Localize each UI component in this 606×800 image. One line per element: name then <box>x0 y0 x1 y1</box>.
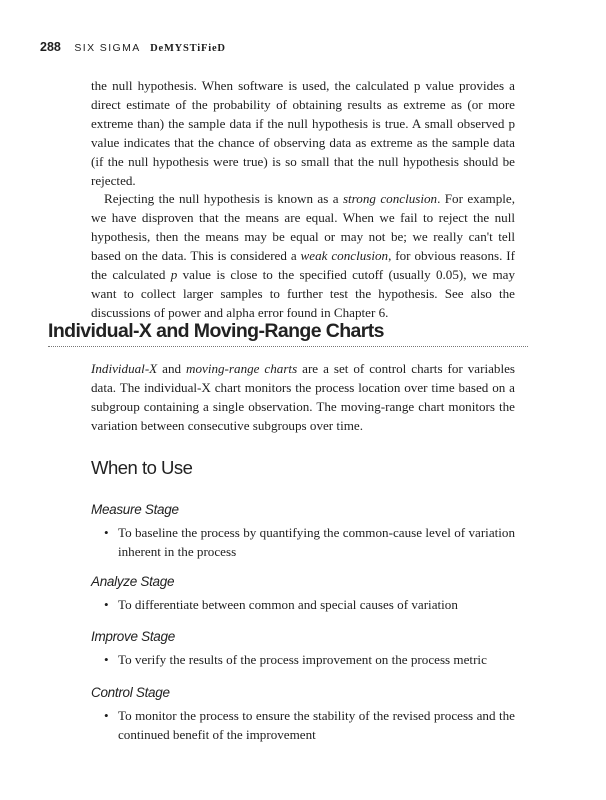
text-fragment: and <box>157 361 187 376</box>
list-item <box>104 596 515 615</box>
stage-heading-measure: Measure Stage <box>91 502 179 517</box>
text-fragment: , for obvious reasons. If the calculated <box>91 248 515 283</box>
section-intro <box>91 360 515 436</box>
paragraph-text: the null hypothesis. When software is used, the calculated p value provides a direct estimate of the probability of obtaining results as extreme as (or more extreme than) the sample data if the null hypothesis is true. A small observed p value indicates that the chance of observing data as extreme as the sample data (if the null hypothesis were true) is so small that the null hypothesis should be rejected. <box>91 78 515 188</box>
subsection-heading: When to Use <box>91 457 193 478</box>
running-header <box>40 40 226 54</box>
text-fragment: are a set of control charts for variables data. The individual-X chart monitors the process location over time based on a subgroup containing a single observation. The moving-range chart monitors the variation between consecutive subgroups over time. <box>91 361 515 433</box>
book-series-demystified: DeMYSTiFieD <box>150 43 226 54</box>
list-item <box>104 524 515 562</box>
bullet-text: To baseline the process by quantifying the common-cause level of variation inherent in the process <box>118 525 515 559</box>
stage-heading-improve: Improve Stage <box>91 629 175 644</box>
text-fragment: . For example, we have disproven that the means are equal. When we fail to reject the null hypothesis, then the means may be equal or may not be; we really can't tell based on the data. This is considered a <box>91 191 515 264</box>
body-text-top <box>91 77 515 323</box>
term-moving-range-charts: moving-range charts <box>186 361 298 376</box>
list-item <box>104 707 515 745</box>
term-p: p <box>170 267 178 283</box>
paragraph-rejecting <box>91 190 515 322</box>
paragraph-null-hypothesis <box>91 77 515 190</box>
book-series: SIX SIGMA <box>74 42 141 54</box>
bullet-icon: • <box>104 525 109 540</box>
bullet-text: To monitor the process to ensure the stability of the revised process and the continued benefit of the improvement <box>118 708 515 742</box>
text-fragment: value is close to the specified cutoff (usually 0.05), we may want to collect larger samples to further test the hypothesis. See also the discussions of power and alpha error found in Chapter 6. <box>91 267 516 320</box>
list-item <box>104 651 515 670</box>
stage-heading-analyze: Analyze Stage <box>91 574 175 589</box>
bullet-text: To verify the results of the process improvement on the process metric <box>118 652 487 667</box>
bullet-text: To differentiate between common and special causes of variation <box>118 597 458 612</box>
term-individual-x: Individual-X <box>91 361 158 376</box>
term-weak-conclusion: weak conclusion <box>300 248 389 264</box>
text-fragment: Rejecting the null hypothesis is known as a <box>104 191 343 207</box>
term-strong-conclusion: strong conclusion <box>342 191 438 207</box>
stage-heading-control: Control Stage <box>91 685 170 700</box>
paragraph-intro <box>91 360 515 436</box>
section-heading: Individual-X and Moving-Range Charts <box>48 320 528 347</box>
bullet-icon: • <box>104 597 109 612</box>
bullet-icon: • <box>104 652 109 667</box>
page-number: 288 <box>40 40 61 54</box>
bullet-icon: • <box>104 708 109 723</box>
